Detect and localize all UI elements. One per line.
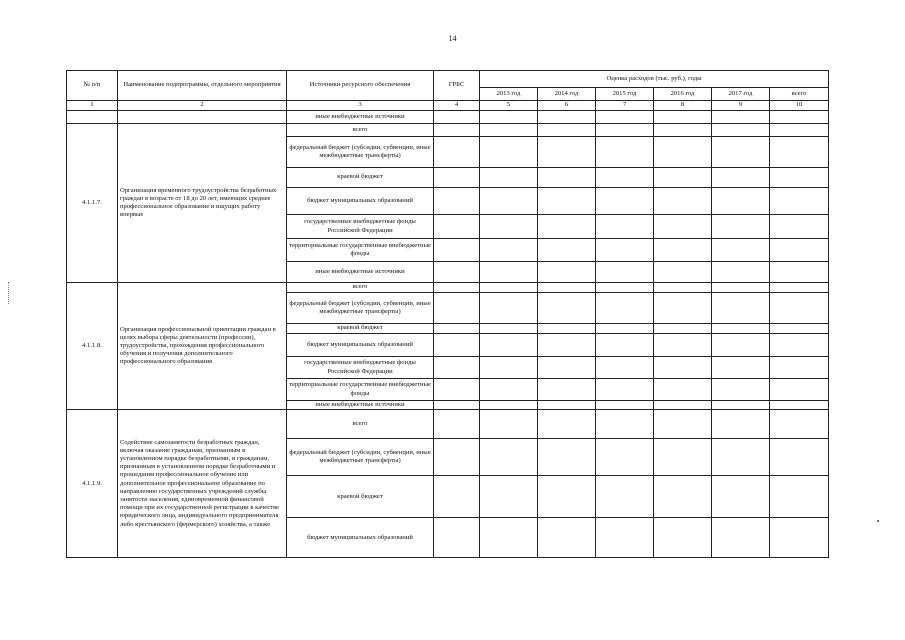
header-num: № п/п bbox=[67, 71, 118, 101]
header-year-2013: 2013 год bbox=[480, 88, 538, 101]
source-label: краевой бюджет bbox=[287, 476, 434, 518]
column-number: 2 bbox=[118, 101, 287, 111]
table-row bbox=[67, 283, 829, 293]
header-year-2017: 2017 год bbox=[712, 88, 770, 101]
header-year-2015: 2015 год bbox=[596, 88, 654, 101]
column-number: 5 bbox=[480, 101, 538, 111]
column-number: 6 bbox=[538, 101, 596, 111]
source-label: государственные внебюджетные фонды Российской Федерации bbox=[287, 215, 434, 239]
source-label: краевой бюджет bbox=[287, 168, 434, 188]
column-number: 1 bbox=[67, 101, 118, 111]
measure-number: 4.1.1.7. bbox=[67, 124, 118, 283]
source-label: федеральный бюджет (субсидии, субвенции, иные межбюджетные трансферты) bbox=[287, 439, 434, 476]
header-year-2014: 2014 год bbox=[538, 88, 596, 101]
header-grbs: ГРБС bbox=[434, 71, 480, 101]
measure-number: 4.1.1.9. bbox=[67, 410, 118, 558]
source-label: федеральный бюджет (субсидии, субвенции, иные межбюджетные трансферты) bbox=[287, 293, 434, 324]
column-number: 7 bbox=[596, 101, 654, 111]
source-label: иные внебюджетные источники bbox=[287, 262, 434, 283]
scan-artifact-left bbox=[8, 282, 10, 304]
column-number: 10 bbox=[770, 101, 829, 111]
source-label: государственные внебюджетные фонды Российской Федерации bbox=[287, 357, 434, 379]
column-number: 8 bbox=[654, 101, 712, 111]
source-label: федеральный бюджет (субсидии, субвенции, иные межбюджетные трансферты) bbox=[287, 137, 434, 168]
source-label: иные внебюджетные источники bbox=[287, 401, 434, 410]
header-estimate: Оценка расходов (тыс. руб.), годы bbox=[480, 71, 829, 88]
header-source: Источники ресурсного обеспечения bbox=[287, 71, 434, 101]
source-label: всего bbox=[287, 410, 434, 439]
source-label: иные внебюджетные источники bbox=[287, 111, 434, 124]
measure-name: Содействие самозанятости безработных граждан, включая оказание гражданам, признанным в установленном порядке безработными, и гражданам, признанным в установленном порядке безработными и прошедшим профессиональное обучение или дополнительное профессиональное образование по направлению государственных учреждений службы занятости населения, единовременной финансовой помощи при их государственной регистрации в качестве юридического лица, индивидуального предпринимателя либо крестьянского (фермерского) хозяйства, а также bbox=[118, 410, 287, 558]
header-year-2016: 2016 год bbox=[654, 88, 712, 101]
source-label: территориальные государственные внебюджетные фонды bbox=[287, 379, 434, 401]
column-number: 3 bbox=[287, 101, 434, 111]
source-label: бюджет муниципальных образований bbox=[287, 518, 434, 558]
column-number: 9 bbox=[712, 101, 770, 111]
table-row bbox=[67, 111, 829, 124]
header-name: Наименование подпрограммы, отдельного мероприятия bbox=[118, 71, 287, 101]
page-number: 14 bbox=[448, 34, 457, 43]
header-year-total: всего bbox=[770, 88, 829, 101]
source-label: всего bbox=[287, 124, 434, 137]
table-row bbox=[67, 124, 829, 137]
measure-number: 4.1.1.8. bbox=[67, 283, 118, 410]
source-label: бюджет муниципальных образований bbox=[287, 334, 434, 357]
budget-table bbox=[66, 70, 829, 558]
source-label: бюджет муниципальных образований bbox=[287, 188, 434, 215]
column-number-row bbox=[67, 101, 829, 111]
column-number: 4 bbox=[434, 101, 480, 111]
table-row bbox=[67, 410, 829, 439]
measure-name: Организация профессиональной ориентации граждан в целях выбора сферы деятельности (профессии), трудоустройства, прохождения профессионального обучения и получения дополнительного профессионального образования bbox=[118, 283, 287, 410]
scan-artifact-right bbox=[877, 520, 879, 522]
source-label: всего bbox=[287, 283, 434, 293]
source-label: территориальные государственные внебюджетные фонды bbox=[287, 239, 434, 262]
measure-name: Организация временного трудоустройства безработных граждан в возрасте от 18 до 20 лет, имеющих среднее профессиональное образование и ищущих работу впервые bbox=[118, 124, 287, 283]
source-label: краевой бюджет bbox=[287, 324, 434, 334]
